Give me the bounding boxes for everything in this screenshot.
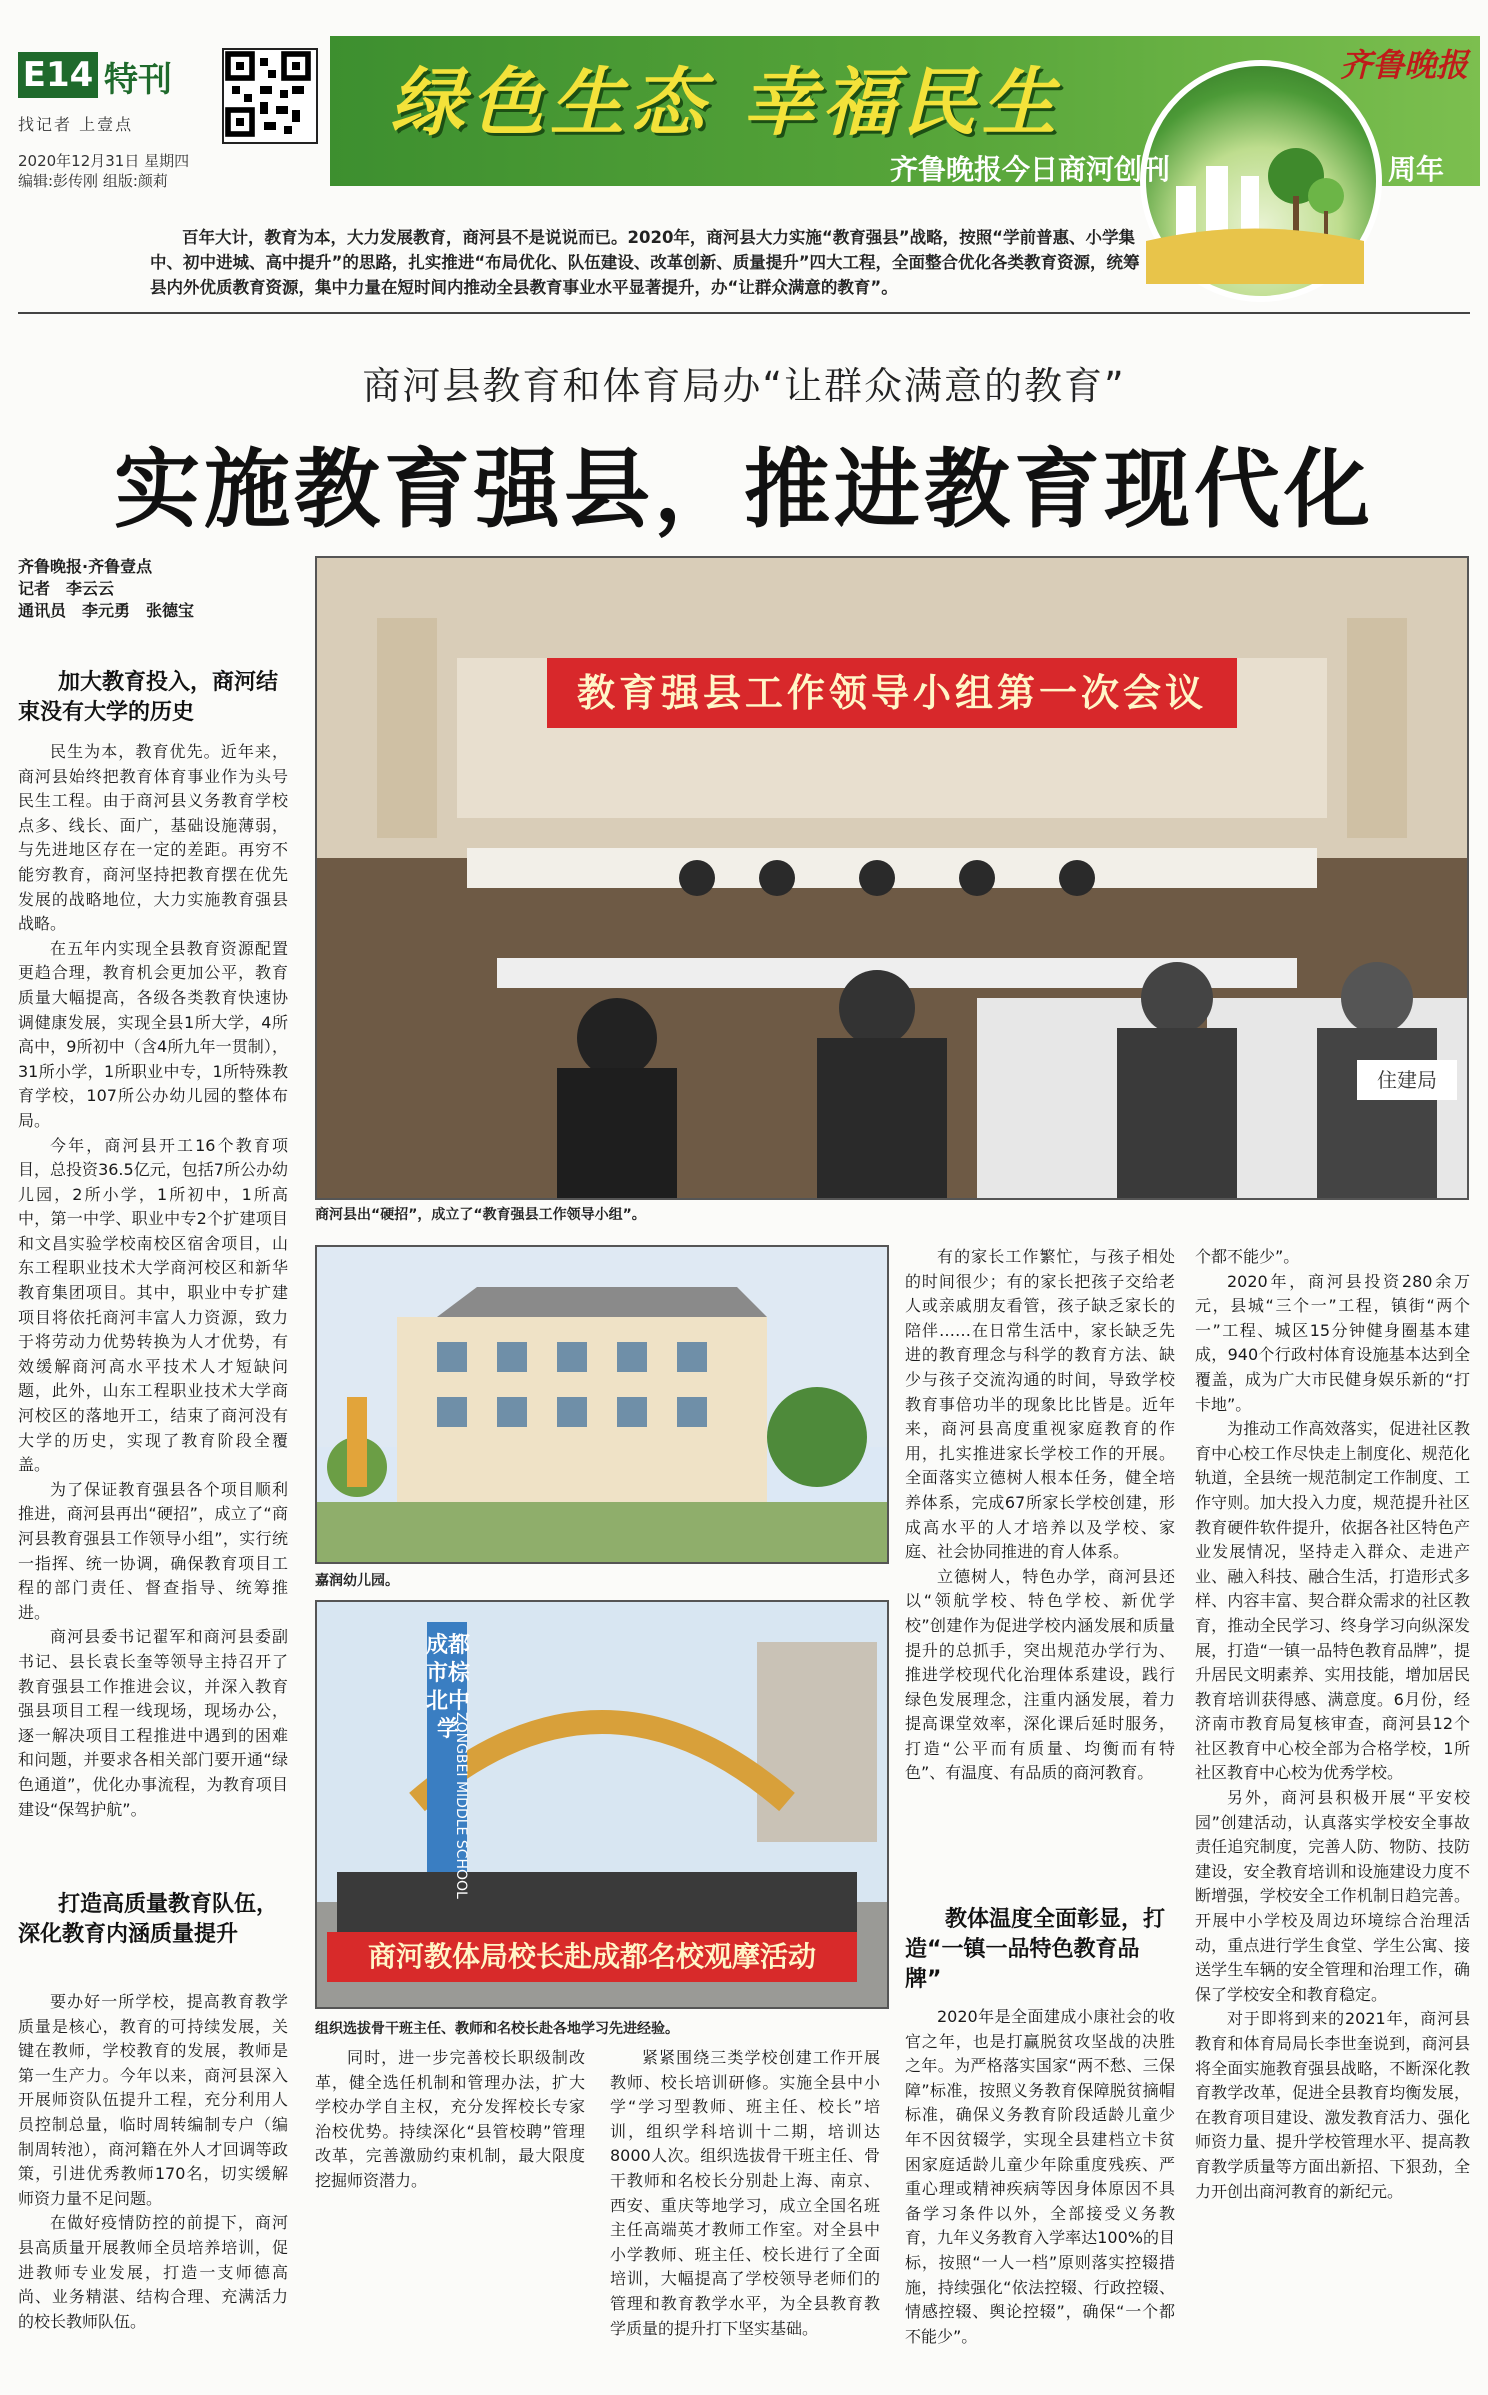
section-name: 特刊: [104, 60, 172, 100]
paragraph: 个都不能少”。: [1195, 1247, 1300, 1266]
paragraph: 对于即将到来的2021年，商河县教育和体育局局长李世奎说到，商河县将全面实施教育强县战略，不断深化教育教学改革，促进全县教育均衡发展，在教育项目建设、激发教育活力、强化师资力量、提升学校管理水平、提高教育教学质量等方面出新招、下狠劲，全力开创出商河教育的新纪元。: [1195, 2009, 1470, 2201]
column-2a: [315, 2046, 585, 2386]
hotline: 找记者 上壹点: [18, 115, 134, 134]
column-3: [905, 1245, 1175, 1895]
kindergarten-photo: [315, 1245, 889, 1564]
column-3-bottom: [905, 2005, 1175, 2385]
editors: 编辑:彭传刚 组版:颜莉: [18, 172, 168, 190]
article-headline: 实施教育强县，推进教育现代化: [114, 440, 1374, 540]
column-2b: [610, 2046, 880, 2386]
school-visit-photo: [315, 1600, 889, 2009]
school-gate-sign: 成都市棕北中学: [425, 1633, 470, 1742]
name-plate: 住建局: [1357, 1060, 1457, 1100]
page-number: E14: [18, 52, 98, 98]
newspaper-logo: 齐鲁晚报: [1340, 46, 1469, 84]
article-kicker: 商河县教育和体育局办“让群众满意的教育”: [362, 364, 1126, 408]
paragraph: 紧紧围绕三类学校创建工作开展教师、校长培训研修。实施全县中小学“学习型教师、班主任、校长”培训，组织学科培训十二期，培训达8000人次。组织选拔骨干班主任、骨干教师和名校长分别赴上海、南京、西安、重庆等地学习，成立全国名班主任高端英才教师工作室。对全县中小学教师、班主任、校长进行了全面培训，大幅提高了学校领导老师们的管理和教育教学水平，为全县教育教学质量的提升打下坚实基础。: [610, 2048, 880, 2338]
kindergarten-caption: 嘉润幼儿园。: [315, 1573, 399, 1589]
subhead-3: 教体温度全面彰显，打造“一镇一品特色教育品牌”: [905, 1907, 1166, 1992]
school-gate-sign-en: ZONGBEI MIDDLE SCHOOL: [453, 1712, 469, 1899]
correspondents: 通讯员 李元勇 张德宝: [18, 601, 195, 620]
qr-code-icon[interactable]: [222, 48, 318, 144]
paragraph: 在做好疫情防控的前提下，商河县高质量开展教师全员培养培训，促进教师专业发展，打造一支师德高尚、业务精湛、结构合理、充满活力的校长教师队伍。: [18, 2213, 288, 2331]
paragraph: 为了保证教育强县各个项目顺利推进，商河县再出“硬招”，成立了“商河县教育强县工作领导小组”，实行统一指挥、统一协调，确保教育项目工程的部门责任、督查指导、统筹推进。: [18, 1479, 288, 1622]
column-4: [1195, 1245, 1470, 2385]
subhead-1: 加大教育投入，商河结束没有大学的历史: [18, 670, 279, 725]
school-visit-banner: 商河教体局校长赴成都名校观摩活动: [367, 1940, 816, 1973]
paragraph: 同时，进一步完善校长职级制改革，健全选任机制和管理办法，扩大学校办学自主权，充分发挥校长专家治校优势。持续深化“县管校聘”管理改革，完善激励约束机制，最大限度挖掘师资潜力。: [315, 2048, 585, 2190]
paragraph: 另外，商河县积极开展“平安校园”创建活动，认真落实学校安全事故责任追究制度，完善人防、物防、技防建设，安全教育培训和设施建设力度不断增强，学校安全工作机制日趋完善。开展中小学校及周边环境综合治理活动，重点进行学生食堂、学生公寓、接送学生车辆的安全管理和治理工作，确保了学校安全和教育稳定。: [1195, 1788, 1470, 2004]
reporter: 记者 李云云: [18, 579, 115, 598]
paragraph: 民生为本，教育优先。近年来，商河县始终把教育体育事业作为头号民生工程。由于商河县义务教育学校点多、线长、面广，基础设施薄弱，与先进地区存在一定的差距。再穷不能穷教育，商河坚持把教育摆在优先发展的战略地位，大力实施教育强县战略。: [18, 742, 288, 934]
meeting-caption: 商河县出“硬招”，成立了“教育强县工作领导小组”。: [315, 1207, 646, 1223]
meeting-banner: 教育强县工作领导小组第一次会议: [576, 671, 1207, 715]
column-1: [18, 740, 288, 1870]
eco-emblem-icon: [1140, 60, 1382, 302]
paragraph: 2020年是全面建成小康社会的收官之年，也是打赢脱贫攻坚战的决胜之年。为严格落实国家“两不愁、三保障”标准，按照义务教育保障脱贫摘帽标准，确保义务教育阶段适龄儿童少年不因贫辍学，实现全县建档立卡贫困家庭适龄儿童少年除重度残疾、严重心理或精神疾病等因身体原因不具备学习条件以外，全部接受义务教育，九年义务教育入学率达100%的目标，按照“一人一档”原则落实控辍措施，持续强化“依法控辍、行政控辍、情感控辍、舆论控辍”，确保“一个都不能少”。: [905, 2007, 1175, 2346]
divider: [18, 312, 1470, 314]
issue-date: 2020年12月31日 星期四: [18, 152, 190, 170]
paragraph: 有的家长工作繁忙，与孩子相处的时间很少；有的家长把孩子交给老人或亲戚朋友看管，孩子缺乏家长的陪伴……在日常生活中，家长缺乏先进的教育理念与科学的教育方法、缺少与孩子交流沟通的时间，导致学校教育事倍功半的现象比比皆是。近年来，商河县高度重视家庭教育的作用，扎实推进家长学校工作的开展。全面落实立德树人根本任务，健全培养体系，完成67所家长学校创建，形成高水平的人才培养以及学校、家庭、社会协同推进的育人体系。: [905, 1247, 1175, 1562]
article-bylines: [18, 556, 308, 622]
paragraph: 商河县委书记翟军和商河县委副书记、县长袁长奎等领导主持召开了教育强县工作推进会议，并深入教育强县项目工程一线现场，现场办公，逐一解决项目工程推进中遇到的困难和问题，并要求各相关部门要开通“绿色通道”，优化办事流程，为教育项目建设“保驾护航”。: [18, 1627, 288, 1819]
subhead-2: 打造高质量教育队伍，深化教育内涵质量提升: [18, 1892, 279, 1947]
paragraph: 今年，商河县开工16个教育项目，总投资36.5亿元，包括7所公办幼儿园，2所小学，1所初中，1所高中，第一中学、职业中专2个扩建项目和文昌实验学校南校区宿舍项目，山东工程职业技术大学商河校区和新华教育集团项目。其中，职业中专扩建项目将依托商河丰富人力资源，致力于将劳动力优势转换为人才优势，有效缓解商河高水平技术人才短缺问题，此外，山东工程职业技术大学商河校区的落地开工，结束了商河没有大学的历史，实现了教育阶段全覆盖。: [18, 1135, 288, 1475]
paragraph: 为推动工作高效落实，促进社区教育中心校工作尽快走上制度化、规范化轨道，全县统一规范制定工作制度、工作守则。加大投入力度，规范提升社区教育硬件软件提升，依据各社区特色产业发展情况，坚持走入群众、走进产业、融入科技、融合生活，打造形式多样、内容丰富、契合群众需求的社区教育，推动全民学习、终身学习向纵深发展，打造“一镇一品特色教育品牌”，提升居民文明素养、实用技能，增加居民教育培训获得感、满意度。6月份，经济南市教育局复核审查，商河县12个社区教育中心校全部为合格学校，1所社区教育中心校为优秀学校。: [1195, 1419, 1470, 1783]
paragraph: 立德树人，特色办学，商河县还以“领航学校、特色学校、新优学校”创建作为促进学校内涵发展和质量提升的总抓手，突出规范办学行为、推进学校现代化治理体系建设，践行绿色发展理念，注重内涵发展，着力提高课堂效率，深化课后延时服务，打造“公平而有质量、均衡而有特色”、有温度、有品质的商河教育。: [905, 1566, 1175, 1783]
banner-title: 绿色生态 幸福民生: [390, 60, 1062, 146]
paragraph: 2020年，商河县投资280余万元，县城“三个一”工程，镇街“两个一”工程、城区15分钟健身圈基本建成，940个行政村体育设施基本达到全覆盖，成为广大市民健身娱乐新的“打卡地”。: [1195, 1271, 1470, 1414]
school-visit-caption: 组织选拔骨干班主任、教师和名校长赴各地学习先进经验。: [315, 2021, 679, 2037]
meeting-photo: [315, 556, 1469, 1200]
banner-subtitle: 齐鲁晚报今日商河创刊: [890, 153, 1171, 186]
intro-paragraph: 百年大计，教育为本，大力发展教育，商河县不是说说而已。2020年，商河县大力实施“教育强县”战略，按照“学前普惠、小学集中、初中进城、高中提升”的思路，扎实推进“布局优化、队伍建设、改革创新、质量提升”四大工程，全面整合优化各类教育资源，统筹县内外优质教育资源，集中力量在短时间内推动全县教育事业水平显著提升，办“让群众满意的教育”。: [150, 228, 1140, 297]
banner-anniversary: 周年: [1388, 153, 1445, 186]
column-1-bottom: [18, 1990, 288, 2385]
paragraph: 要办好一所学校，提高教育教学质量是核心，教育的可持续发展，关键在教师，学校教育的发展，教师是第一生产力。今年以来，商河县深入开展师资队伍提升工程，充分利用人员控制总量，临时周转编制专户（编制周转池），商河籍在外人才回调等政策，引进优秀教师170名，切实缓解师资力量不足问题。: [18, 1992, 288, 2208]
source: 齐鲁晚报·齐鲁壹点: [18, 557, 153, 576]
paragraph: 在五年内实现全县教育资源配置更趋合理，教育机会更加公平，教育质量大幅提高，各级各类教育快速协调健康发展，实现全县1所大学，4所高中，9所初中（含4所九年一贯制），31所小学，1所职业中专，1所特殊教育学校，107所公办幼儿园的整体布局。: [18, 938, 288, 1130]
